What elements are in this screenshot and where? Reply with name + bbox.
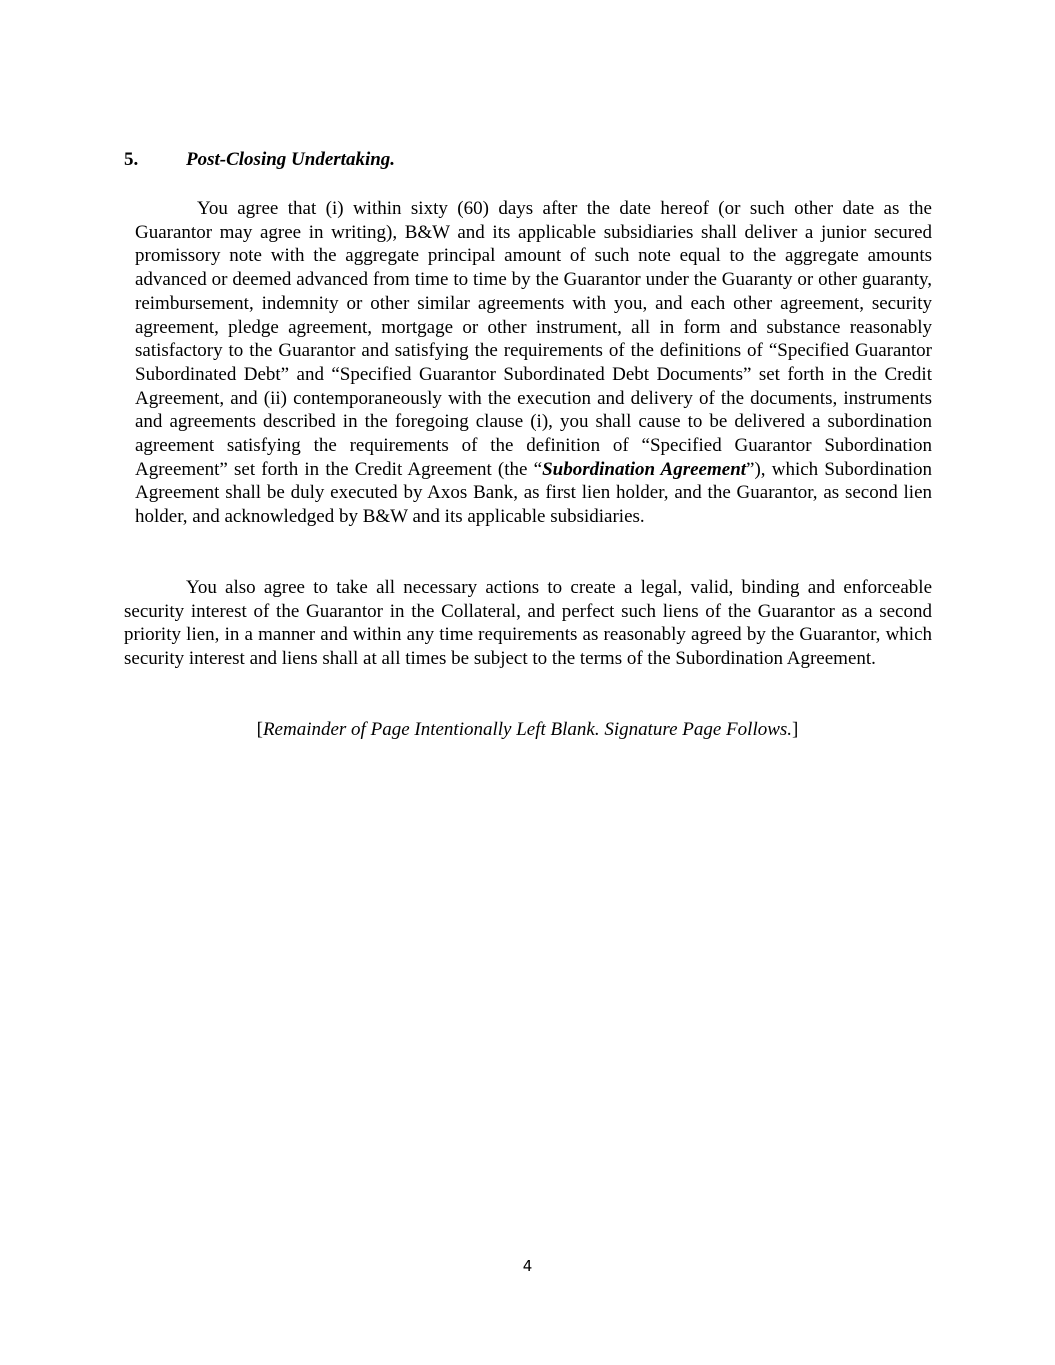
paragraph-security-interest [124, 576, 932, 671]
remainder-close-bracket: ] [792, 719, 799, 740]
page-number: 4 [522, 1257, 533, 1275]
section-title: Post-Closing Undertaking. [186, 149, 396, 170]
remainder-text: Remainder of Page Intentionally Left Blank. Signature Page Follows. [262, 719, 793, 740]
paragraph1-text-after: ”), which Subordination Agreement shall be duly executed by Axos Bank, as first lien holder, and the Guarantor, as second lien holder, and acknowledged by B&W and its applicable subsidiaries. [135, 458, 932, 528]
paragraph1-text-before: You agree that (i) within sixty (60) days after the date hereof (or such other date as the Guarantor may agree in writing), B&W and its applicable subsidiaries shall deliver a junior secured promissory note with the aggregate principal amount of such note equal to the aggregate amounts advanced or deemed advanced from time to time by the Guarantor under the Guaranty or other guaranty, reimbursement, indemnity or other similar agreements with you, and each other agreement, security agreement, pledge agreement, mortgage or other instrument, all in form and substance reasonably satisfactory to the Guarantor and satisfying the requirements of the definitions of “Specified Guarantor Subordinated Debt” and “Specified Guarantor Subordinated Debt Documents” set forth in the Credit Agreement, and (ii) contemporaneously with the execution and delivery of the documents, instruments and agreements described in the foregoing clause (i), you shall cause to be delivered a subordination agreement satisfying the requirements of the definition of “Specified Guarantor Subordination Agreement” set forth in the Credit Agreement (the “ [135, 198, 932, 480]
section-heading [124, 148, 395, 172]
paragraph-post-closing-undertaking [135, 197, 932, 529]
section-number: 5. [124, 149, 139, 170]
remainder-open-bracket: [ [256, 719, 263, 740]
paragraph2-text: You also agree to take all necessary actions to create a legal, valid, binding and enforceable security interest of the Guarantor in the Collateral, and perfect such liens of the Guarantor as a second priority lien, in a manner and within any time requirements as reasonably agreed by the Guarantor, which security interest and liens shall at all times be subject to the terms of the Subordination Agreement. [124, 577, 932, 670]
defined-term-subordination-agreement: Subordination Agreement [542, 458, 747, 480]
remainder-notice [0, 718, 1055, 742]
